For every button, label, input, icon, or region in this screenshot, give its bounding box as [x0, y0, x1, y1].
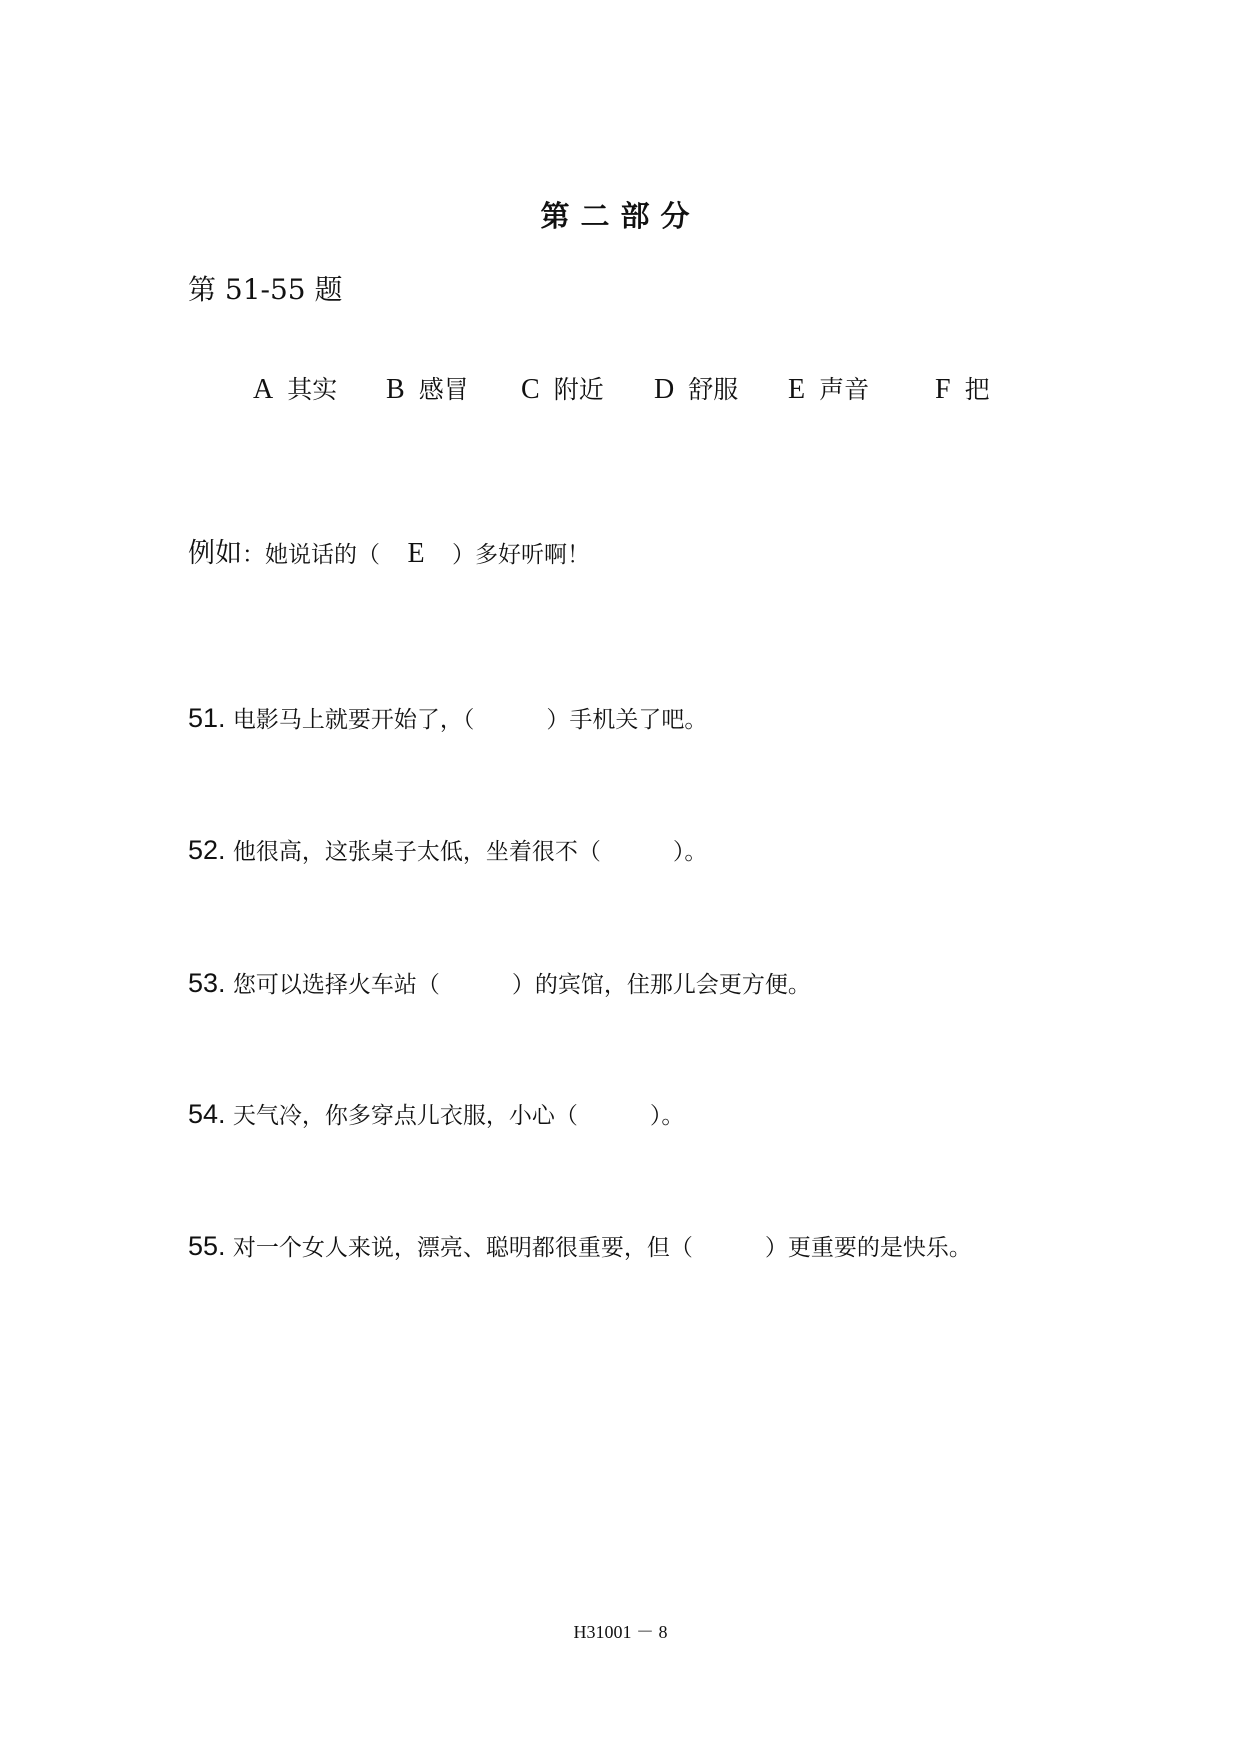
- option-letter: F: [935, 374, 951, 405]
- question-text-before: 电影马上就要开始了，（: [232, 707, 475, 733]
- option-d: [654, 370, 738, 406]
- option-b: [386, 370, 469, 406]
- example-answer: E: [407, 538, 425, 569]
- example-sentence: [188, 531, 590, 570]
- question-51: [188, 701, 707, 734]
- question-text-before: 对一个女人来说，漂亮、聪明都很重要，但（: [232, 1235, 693, 1261]
- page-footer: H31001 － 8: [573, 1622, 668, 1642]
- question-52: [188, 833, 707, 866]
- option-letter: E: [788, 374, 806, 405]
- option-a: [253, 370, 337, 406]
- question-text-after: ）更重要的是快乐。: [764, 1235, 972, 1261]
- question-text-after: ）手机关了吧。: [546, 707, 708, 733]
- question-54: [188, 1097, 684, 1130]
- question-53: [188, 966, 811, 999]
- option-letter: B: [386, 374, 405, 405]
- question-number: 52.: [188, 835, 226, 865]
- question-text-before: 您可以选择火车站（: [232, 972, 440, 998]
- option-word: 舒服: [688, 375, 739, 404]
- example-text-after: ）多好听啊！: [452, 542, 590, 568]
- question-text-after: ）。: [649, 1103, 685, 1129]
- option-word: 其实: [287, 375, 338, 404]
- question-number: 53.: [188, 968, 226, 998]
- option-word: 附近: [553, 375, 604, 404]
- section-label: 第 51-55 题: [188, 273, 343, 306]
- option-c: [521, 370, 604, 406]
- option-f: [935, 370, 990, 406]
- example-label: 例如: [188, 538, 242, 569]
- example-colon: ：: [242, 542, 265, 568]
- question-number: 55.: [188, 1231, 226, 1261]
- option-letter: C: [521, 374, 540, 405]
- question-text-after: ）。: [672, 839, 708, 865]
- option-word: 声音: [819, 375, 870, 404]
- option-word: 感冒: [418, 375, 469, 404]
- question-text-before: 他很高，这张桌子太低，坐着很不（: [232, 839, 601, 865]
- page-title: 第二部分: [540, 199, 701, 233]
- question-number: 51.: [188, 703, 226, 733]
- example-text-before: 她说话的（: [265, 542, 380, 568]
- question-number: 54.: [188, 1099, 226, 1129]
- question-55: [188, 1229, 972, 1262]
- option-letter: D: [654, 374, 675, 405]
- question-text-before: 天气冷，你多穿点儿衣服，小心（: [232, 1103, 578, 1129]
- option-e: [788, 370, 869, 406]
- option-word: 把: [964, 375, 990, 404]
- question-text-after: ）的宾馆，住那儿会更方便。: [511, 972, 811, 998]
- option-letter: A: [253, 374, 274, 405]
